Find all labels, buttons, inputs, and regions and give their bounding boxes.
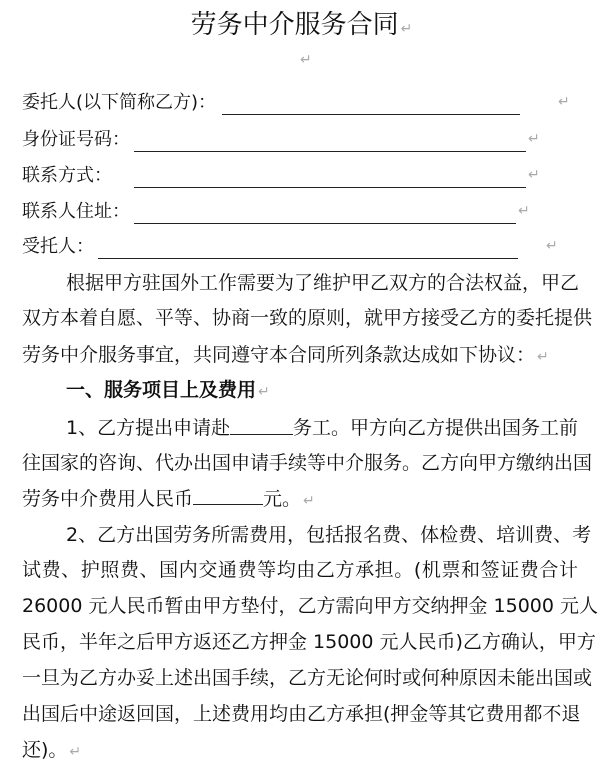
section-heading	[66, 378, 578, 402]
paragraph-mark-icon: ↵	[300, 52, 312, 68]
field-id-number-blank[interactable]	[134, 150, 526, 152]
clause2-line: 出国后中途返回国，上述费用均由乙方承担(押金等其它费用都不退	[22, 703, 581, 725]
field-contact-blank[interactable]	[134, 186, 526, 188]
field-trustee	[22, 235, 94, 259]
intro-text: 劳务中介服务事宜，共同遵守本合同所列条款达成如下协议：	[22, 344, 536, 366]
title-text: 劳务中介服务合同	[190, 10, 399, 40]
field-client	[22, 91, 216, 115]
paragraph-mark-icon: ↵	[558, 94, 570, 110]
clause-text: 还)。	[22, 739, 68, 761]
field-address-blank[interactable]	[134, 222, 516, 224]
field-label: 受托人：	[22, 236, 94, 257]
field-label: 委托人(以下简称乙方)：	[22, 92, 217, 113]
field-label: 身份证号码：	[22, 129, 130, 150]
paragraph-mark-icon: ↵	[400, 21, 413, 37]
clause1-line: 往国家的咨询、代办出国申请手续等中介服务。乙方向甲方缴纳出国	[22, 452, 593, 474]
clause1-line	[22, 486, 578, 510]
intro-line	[22, 343, 578, 367]
clause1-line	[66, 416, 578, 440]
paragraph-mark-icon: ↵	[69, 744, 82, 760]
intro-line: 根据甲方驻国外工作需要为了维护甲乙双方的合法权益，甲乙	[66, 272, 580, 294]
clause-text: 元。	[263, 488, 302, 510]
paragraph-mark-icon: ↵	[518, 203, 530, 219]
clause2-line: 一旦为乙方办妥上述出国手续，乙方无论何时或何种原因未能出国或	[22, 667, 593, 689]
clause2-line	[22, 738, 578, 762]
field-client-blank[interactable]	[222, 113, 520, 115]
clause2-line: 试费、护照费、国内交通费等均由乙方承担。(机票和签证费合计	[22, 559, 578, 581]
clause-text: 劳务中介费用人民币	[22, 488, 194, 510]
clause-text: 务工。甲方向乙方提供出国务工前	[292, 417, 578, 439]
document-title	[0, 4, 603, 41]
paragraph-mark-icon: ↵	[546, 238, 558, 254]
field-address	[22, 200, 130, 224]
field-label: 联系方式：	[22, 165, 112, 186]
paragraph-mark-icon: ↵	[528, 131, 540, 147]
clause2-line: 2、乙方出国劳务所需费用，包括报名费、体检费、培训费、考	[66, 524, 592, 546]
clause2-line: 26000 元人民币暂由甲方垫付，乙方需向甲方交纳押金 15000 元人	[22, 595, 599, 617]
paragraph-mark-icon: ↵	[537, 349, 549, 365]
heading-text: 一、服务项目上及费用	[66, 379, 257, 401]
fee-blank[interactable]	[193, 486, 263, 505]
field-label: 联系人住址：	[22, 201, 130, 222]
paragraph-mark-icon: ↵	[303, 493, 315, 509]
destination-blank[interactable]	[230, 416, 293, 435]
field-trustee-blank[interactable]	[98, 257, 518, 259]
field-id-number	[22, 128, 130, 152]
intro-line: 双方本着自愿、平等、协商一致的原则，就甲方接受乙方的委托提供	[22, 307, 593, 329]
paragraph-mark-icon: ↵	[258, 384, 270, 400]
clause-text: 1、乙方提出申请赴	[66, 417, 231, 439]
field-contact	[22, 164, 112, 188]
clause2-line: 民币，半年之后甲方返还乙方押金 15000 元人民币)乙方确认，甲方	[22, 631, 596, 653]
paragraph-mark-icon: ↵	[528, 167, 540, 183]
